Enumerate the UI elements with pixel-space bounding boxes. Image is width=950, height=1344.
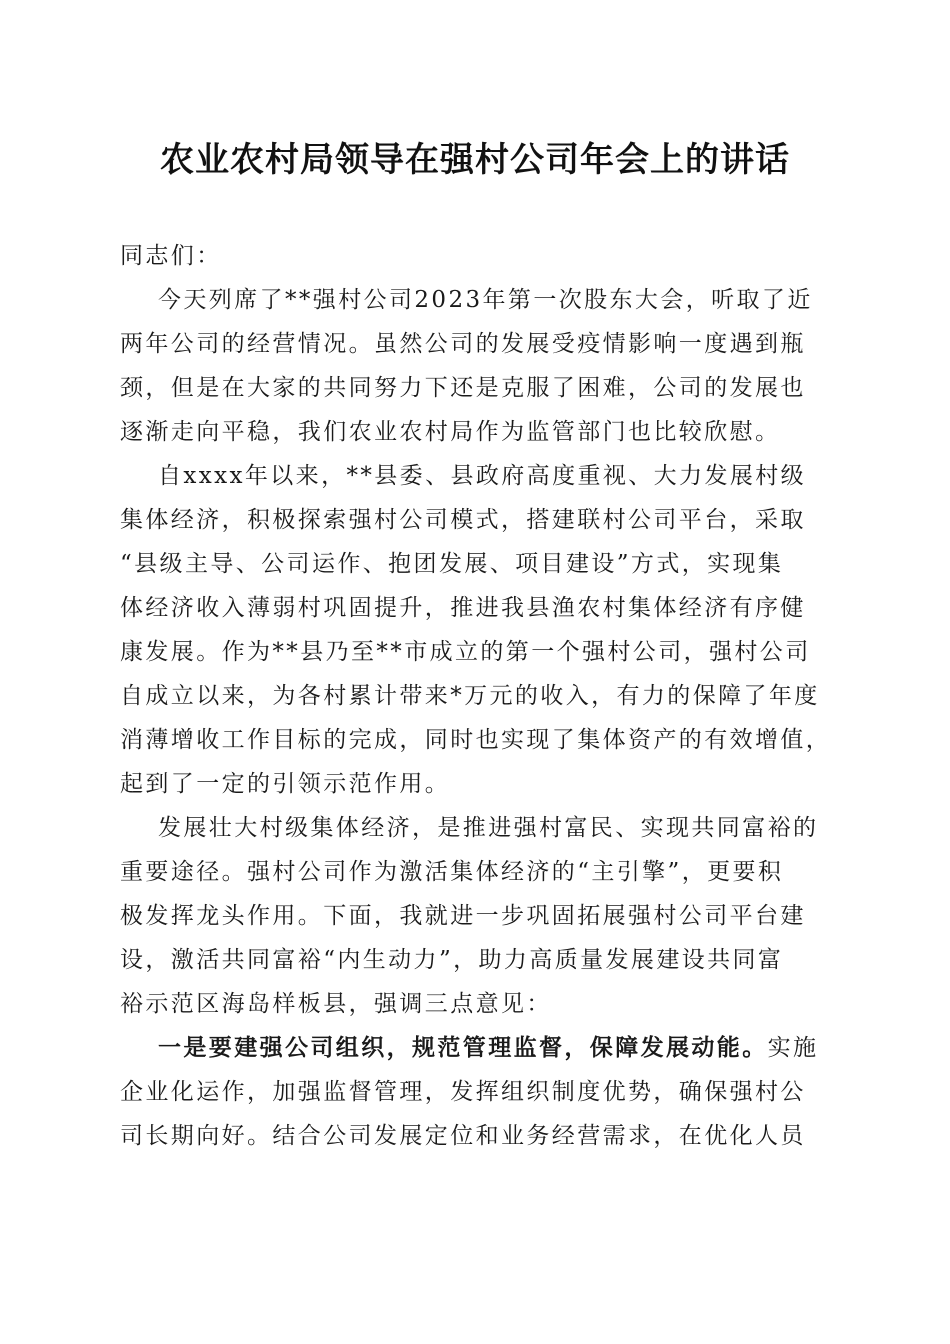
paragraph-3 (120, 806, 832, 1026)
salutation: 同志们： (120, 243, 222, 269)
paragraph-line: 消薄增收工作目标的完成，同时也实现了集体资产的有效增值， (120, 727, 832, 753)
document-body (120, 234, 832, 1158)
paragraph-line: 企业化运作，加强监督管理，发挥组织制度优势，确保强村公 (120, 1079, 806, 1105)
document-title: 农业农村局领导在强村公司年会上的讲话 (160, 140, 790, 180)
paragraph-line: 起到了一定的引领示范作用。 (120, 771, 451, 797)
paragraph-line: 逐渐走向平稳，我们农业农村局作为监管部门也比较欣慰。 (120, 419, 781, 445)
paragraph-first-line (120, 1026, 832, 1070)
paragraph-line: 裕示范区海岛样板县，强调三点意见： (120, 991, 552, 1017)
paragraph-2 (120, 454, 832, 806)
paragraph-line: 今天列席了**强村公司2023年第一次股东大会，听取了近 (158, 287, 813, 313)
paragraph-line-rest: 实施 (767, 1035, 819, 1061)
paragraph-line: 自xxxx年以来，**县委、县政府高度重视、大力发展村级 (158, 463, 807, 489)
paragraph-lead-bold: 一是要建强公司组织，规范管理监督，保障发展动能。 (158, 1034, 768, 1061)
paragraph-line: 两年公司的经营情况。虽然公司的发展受疫情影响一度遇到瓶 (120, 331, 806, 357)
paragraph-line: 集体经济，积极探索强村公司模式，搭建联村公司平台，采取 (120, 507, 806, 533)
paragraph-line: 康发展。作为**县乃至**市成立的第一个强村公司，强村公司 (120, 639, 811, 665)
paragraph-4 (120, 1026, 832, 1158)
paragraph-line: 重要途径。强村公司作为激活集体经济的“主引擎”，更要积 (120, 859, 784, 885)
paragraph-line: 发展壮大村级集体经济，是推进强村富民、实现共同富裕的 (158, 815, 819, 841)
paragraph-line: 自成立以来，为各村累计带来*万元的收入，有力的保障了年度 (120, 683, 820, 709)
paragraph-line: 设，激活共同富裕“内生动力”，助力高质量发展建设共同富 (120, 947, 784, 973)
paragraph-line: 司长期向好。结合公司发展定位和业务经营需求，在优化人员 (120, 1123, 806, 1149)
paragraph-line: 极发挥龙头作用。下面，我就进一步巩固拓展强村公司平台建 (120, 903, 806, 929)
paragraph-line: 颈，但是在大家的共同努力下还是克服了困难，公司的发展也 (120, 375, 806, 401)
paragraph-1 (120, 278, 832, 454)
paragraph-line: 体经济收入薄弱村巩固提升，推进我县渔农村集体经济有序健 (120, 595, 806, 621)
paragraph-line: “县级主导、公司运作、抱团发展、项目建设”方式，实现集 (120, 551, 784, 577)
